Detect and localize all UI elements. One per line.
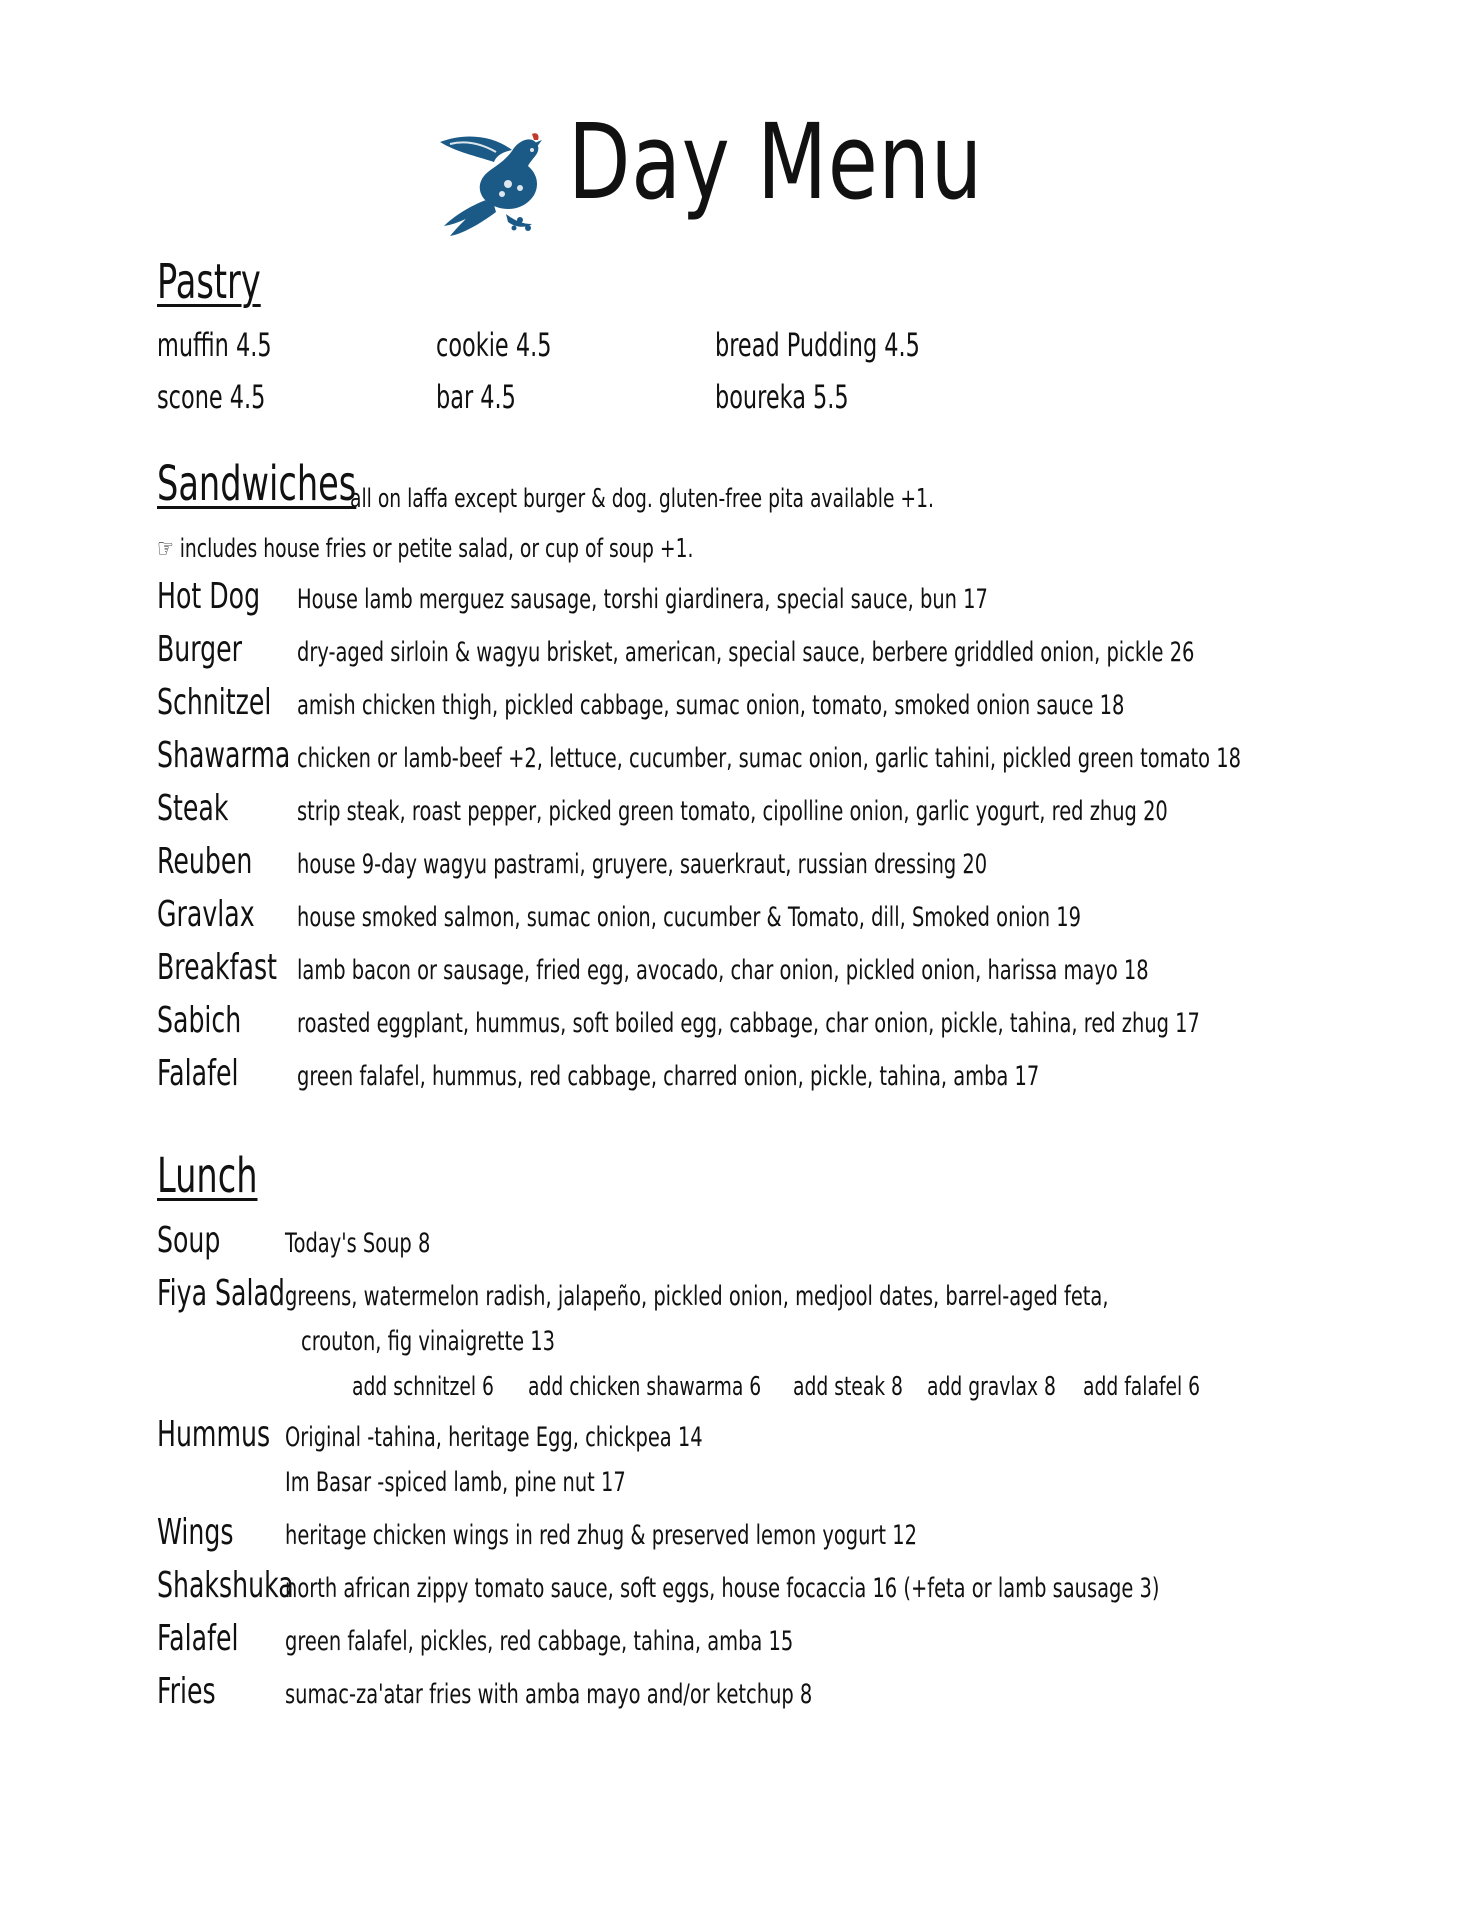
lunch-desc-soup: Today's Soup 8 (285, 1228, 431, 1259)
lunch-desc-hummus-im-basar: Im Basar -spiced lamb, pine nut 17 (285, 1467, 626, 1498)
pastry-item-bread-pudding: bread Pudding 4.5 (715, 326, 920, 364)
lunch-name-fiya-salad: Fiya Salad (157, 1273, 285, 1314)
sandwich-desc-breakfast: lamb bacon or sausage, fried egg, avocado, char onion, pickled onion, harissa mayo 18 (297, 955, 1149, 986)
sandwich-desc-schnitzel: amish chicken thigh, pickled cabbage, sumac onion, tomato, smoked onion sauce 18 (297, 690, 1125, 721)
salad-addon-steak: add steak 8 (793, 1372, 903, 1402)
pastry-item-muffin: muffin 4.5 (157, 326, 272, 364)
pastry-item-boureka: boureka 5.5 (715, 378, 849, 416)
sandwich-name-shawarma: Shawarma (157, 735, 291, 776)
sandwich-desc-gravlax: house smoked salmon, sumac onion, cucumber & Tomato, dill, Smoked onion 19 (297, 902, 1081, 933)
lunch-name-hummus: Hummus (157, 1414, 271, 1455)
sandwich-name-reuben: Reuben (157, 841, 253, 882)
pastry-item-scone: scone 4.5 (157, 378, 266, 416)
lunch-name-shakshuka: Shakshuka (157, 1565, 294, 1606)
sandwich-desc-steak: strip steak, roast pepper, picked green tomato, cipolline onion, garlic yogurt, red zhug 20 (297, 796, 1168, 827)
sandwich-desc-sabich: roasted eggplant, hummus, soft boiled egg, cabbage, char onion, pickle, tahina, red zhug 17 (297, 1008, 1200, 1039)
sandwich-name-schnitzel: Schnitzel (157, 682, 272, 723)
sandwich-name-steak: Steak (157, 788, 229, 829)
bird-logo-icon (436, 128, 556, 242)
salad-addon-falafel: add falafel 6 (1083, 1372, 1201, 1402)
lunch-name-soup: Soup (157, 1220, 221, 1261)
lunch-desc-hummus-original: Original -tahina, heritage Egg, chickpea 14 (285, 1422, 703, 1453)
sandwich-desc-reuben: house 9-day wagyu pastrami, gruyere, sauerkraut, russian dressing 20 (297, 849, 988, 880)
page-title: Day Menu (568, 101, 983, 223)
lunch-name-wings: Wings (157, 1512, 234, 1553)
salad-addon-chicken-shawarma: add chicken shawarma 6 (528, 1372, 762, 1402)
sandwiches-subtitle: all on laffa except burger & dog. gluten-free pita available +1. (350, 484, 934, 514)
sandwich-name-falafel: Falafel (157, 1053, 239, 1094)
section-title-lunch: Lunch (157, 1148, 258, 1204)
sandwiches-note-text: includes house fries or petite salad, or cup of soup +1. (179, 534, 694, 564)
lunch-desc-falafel: green falafel, pickles, red cabbage, tahina, amba 15 (285, 1626, 794, 1657)
sandwich-desc-burger: dry-aged sirloin & wagyu brisket, american, special sauce, berbere griddled onion, pickle 26 (297, 637, 1195, 668)
lunch-desc-fries: sumac-za'atar fries with amba mayo and/or ketchup 8 (285, 1679, 813, 1710)
section-title-sandwiches: Sandwiches (157, 456, 357, 512)
salad-addon-gravlax: add gravlax 8 (927, 1372, 1056, 1402)
sandwich-desc-falafel: green falafel, hummus, red cabbage, charred onion, pickle, tahina, amba 17 (297, 1061, 1040, 1092)
lunch-desc-shakshuka: north african zippy tomato sauce, soft eggs, house focaccia 16 (+feta or lamb sausage 3) (285, 1573, 1160, 1604)
lunch-desc-fiya-salad-line1: greens, watermelon radish, jalapeño, pickled onion, medjool dates, barrel-aged feta, (285, 1281, 1109, 1312)
salad-addon-schnitzel: add schnitzel 6 (352, 1372, 494, 1402)
sandwiches-note (157, 534, 693, 564)
sandwich-desc-hot-dog: House lamb merguez sausage, torshi giardinera, special sauce, bun 17 (297, 584, 988, 615)
sandwich-name-burger: Burger (157, 629, 243, 670)
lunch-name-fries: Fries (157, 1671, 216, 1712)
sandwich-name-breakfast: Breakfast (157, 947, 277, 988)
sandwich-name-hot-dog: Hot Dog (157, 576, 261, 617)
pastry-item-cookie: cookie 4.5 (436, 326, 552, 364)
lunch-desc-fiya-salad-line2: crouton, fig vinaigrette 13 (301, 1326, 555, 1357)
pastry-item-bar: bar 4.5 (436, 378, 516, 416)
lunch-desc-wings: heritage chicken wings in red zhug & preserved lemon yogurt 12 (285, 1520, 917, 1551)
lunch-name-falafel: Falafel (157, 1618, 239, 1659)
sandwich-desc-shawarma: chicken or lamb-beef +2, lettuce, cucumber, sumac onion, garlic tahini, pickled green tomato 18 (297, 743, 1241, 774)
pointing-hand-icon: ☞ (157, 534, 174, 564)
section-title-pastry: Pastry (157, 254, 261, 310)
sandwich-name-gravlax: Gravlax (157, 894, 255, 935)
sandwich-name-sabich: Sabich (157, 1000, 242, 1041)
